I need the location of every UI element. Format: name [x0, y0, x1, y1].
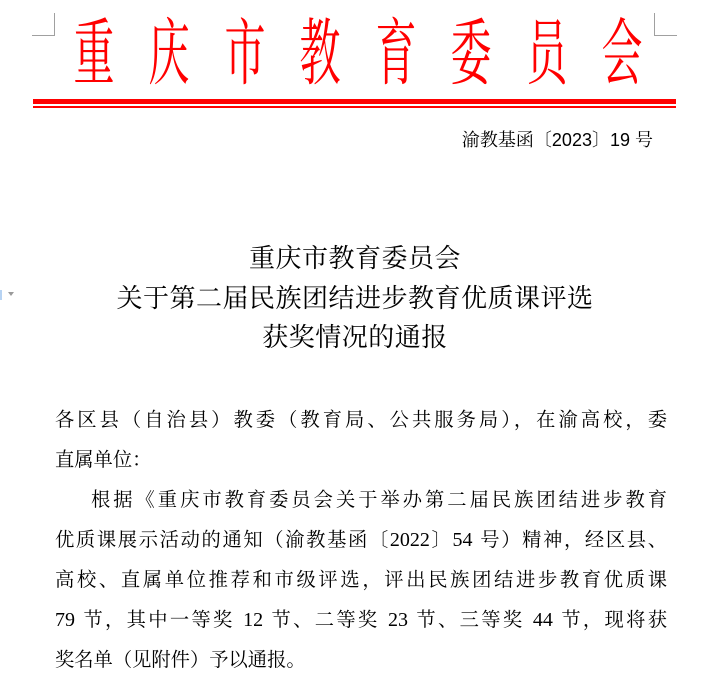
paragraph-line-2 — [55, 520, 667, 560]
paragraph-line-1: 根据《重庆市教育委员会关于举办第二届民族团结进步教育 — [91, 488, 667, 511]
masthead-char: 市 — [224, 11, 266, 97]
masthead-char: 员 — [526, 11, 568, 97]
document-body — [55, 400, 667, 680]
salutation-line-1: 各区县（自治县）教委（教育局、公共服务局），在渝高校，委 — [55, 408, 667, 431]
masthead-char: 会 — [601, 11, 643, 97]
paragraph-line-5: 奖名单（见附件）予以通报。 — [55, 648, 306, 671]
masthead-char: 庆 — [148, 11, 190, 97]
first-prize-count: 12 — [243, 609, 264, 631]
salutation-line-2: 直属单位： — [55, 448, 152, 471]
document-number: 渝教基函〔2023〕19 号 — [461, 130, 653, 150]
masthead-char: 育 — [375, 11, 417, 97]
year-number: 2022 — [389, 529, 430, 551]
masthead-char: 重 — [73, 11, 115, 97]
text-segment: 节、三等奖 — [407, 608, 533, 631]
title-line-type: 获奖情况的通报 — [262, 323, 448, 353]
paragraph-line-4 — [55, 600, 667, 640]
text-segment: 节、二等奖 — [263, 608, 388, 631]
page-corner-mark-top-left — [32, 13, 55, 36]
masthead-char: 委 — [450, 11, 492, 97]
text-segment: 号）精神，经区县、 — [472, 528, 668, 551]
third-prize-count: 44 — [532, 609, 553, 631]
masthead-red-header — [68, 11, 648, 97]
total-count: 79 — [55, 609, 75, 631]
text-segment: 〕 — [429, 528, 453, 551]
paragraph-line-3: 高校、直属单位推荐和市级评选，评出民族团结进步教育优质课 — [55, 568, 667, 591]
red-rule-thick — [33, 99, 676, 104]
red-rule-thin — [33, 106, 676, 108]
title-line-subject: 关于第二届民族团结进步教育优质课评选 — [116, 283, 594, 314]
text-segment: 节，其中一等奖 — [75, 608, 244, 631]
page-corner-mark-top-right — [654, 13, 677, 36]
text-segment: 节，现将获 — [552, 608, 667, 631]
title-line-issuer: 重庆市教育委员会 — [248, 244, 461, 274]
document-title — [0, 240, 710, 359]
text-segment: 优质课展示活动的通知（渝教基函〔 — [55, 528, 390, 551]
reference-number: 54 — [452, 529, 473, 551]
masthead-char: 教 — [299, 11, 341, 97]
second-prize-count: 23 — [387, 609, 408, 631]
